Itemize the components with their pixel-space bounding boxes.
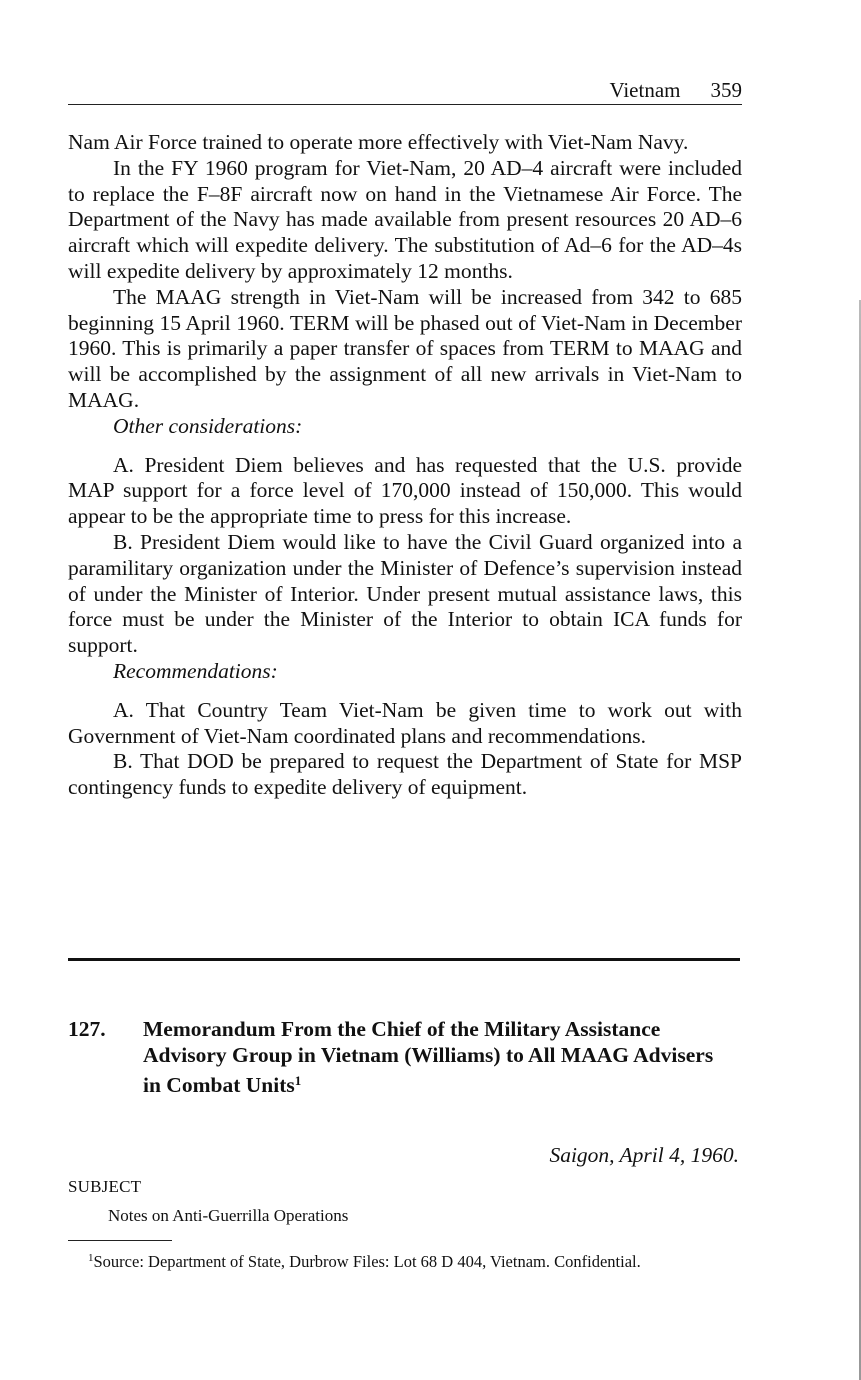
running-header xyxy=(68,78,742,105)
subject-text: Notes on Anti-Guerrilla Operations xyxy=(108,1206,349,1225)
subject-label: SUBJECT xyxy=(68,1177,142,1196)
section-divider xyxy=(68,958,740,961)
paragraph-other-b: B. President Diem would like to have the Civil Guard organized into a paramilitary organization under the Minister of Defence’s supervision instead of under the Minister of Interior. Under present mutual assistance laws, this force must be under the Minister of the Interior to obtain ICA funds for support. xyxy=(68,529,742,658)
footnote-text: Source: Department of State, Durbrow Files: Lot 68 D 404, Vietnam. Confidential. xyxy=(93,1252,641,1271)
footnote xyxy=(68,1248,740,1272)
footnote-marker: 1 xyxy=(88,1252,94,1264)
footnote-rule xyxy=(68,1240,172,1241)
paragraph-other-a: A. President Diem believes and has requested that the U.S. provide MAP support for a force level of 170,000 instead of 150,000. This would appear to be the appropriate time to press for this increase. xyxy=(68,452,742,529)
footnote-reference[interactable]: 1 xyxy=(294,1073,302,1088)
heading-other-considerations: Other considerations: xyxy=(113,413,303,438)
document-title xyxy=(143,1016,723,1098)
paragraph-recommendation-a: A. That Country Team Viet-Nam be given time to work out with Government of Viet-Nam coordinated plans and recommendations. xyxy=(68,697,742,748)
header-page-number: 359 xyxy=(710,78,742,102)
paragraph-maag-strength: The MAAG strength in Viet-Nam will be increased from 342 to 685 beginning 15 April 1960. TERM will be phased out of Viet-Nam in December 1960. This is primarily a paper transfer of spaces from TERM to MAAG and will be accomplished by the assignment of all new arrivals in Viet-Nam to MAAG. xyxy=(68,284,742,412)
body-text xyxy=(68,130,742,801)
dateline: Saigon, April 4, 1960. xyxy=(549,1143,739,1167)
paragraph-recommendation-b: B. That DOD be prepared to request the Department of State for MSP contingency funds to expedite delivery of equipment. xyxy=(68,749,742,800)
paragraph-fy1960-program: In the FY 1960 program for Viet-Nam, 20 AD–4 aircraft were included to replace the F–8F aircraft now on hand in the Vietnamese Air Force. The Department of the Navy has made available from present resources 20 AD–6 aircraft which will expedite delivery. The substitution of Ad–6 for the AD–4s will expedite delivery by approximately 12 months. xyxy=(68,155,742,283)
document-number: 127. xyxy=(68,1017,106,1041)
header-section-title: Vietnam xyxy=(609,78,681,102)
heading-recommendations: Recommendations: xyxy=(113,658,278,683)
document-title-text: Memorandum From the Chief of the Military Assistance Advisory Group in Vietnam (Williams) to All MAAG Advisers in Combat Units xyxy=(143,1017,714,1097)
paragraph-continued: Nam Air Force trained to operate more effectively with Viet-Nam Navy. xyxy=(68,130,689,154)
